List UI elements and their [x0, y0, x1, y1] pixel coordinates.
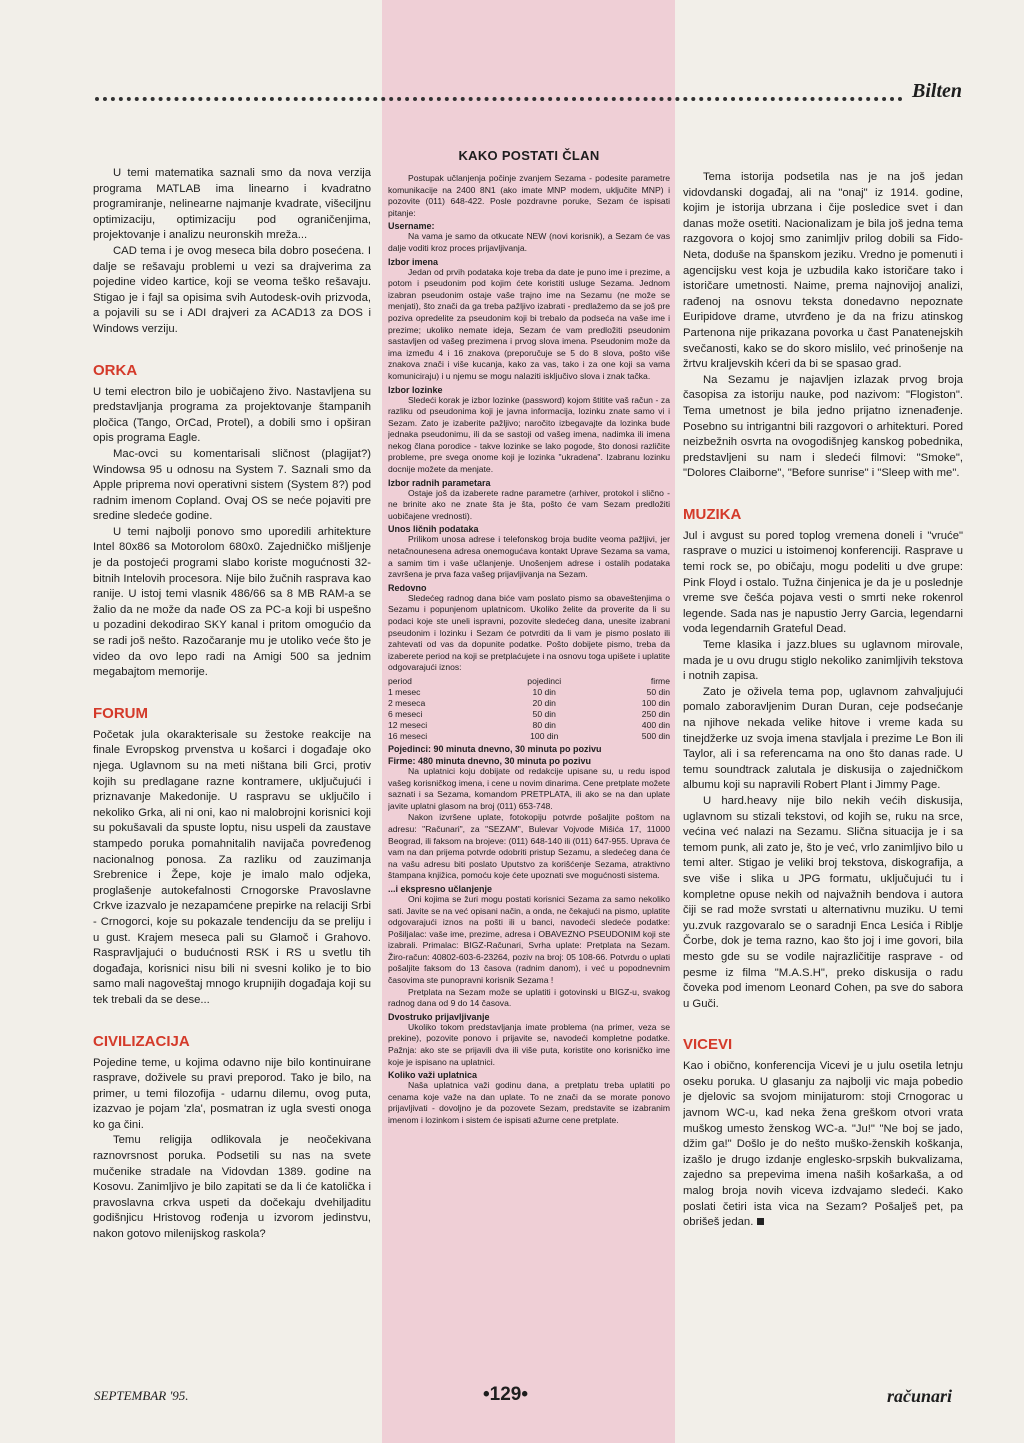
table-row: [388, 709, 670, 720]
dotted-rule: [95, 97, 903, 101]
table-row: [388, 687, 670, 698]
paragraph: U hard.heavy nije bilo nekih većih diskusija, uglavnom su stizali tekstovi, od kojih se, ruku na srce, većina već nalazi na Sezamu. Slična situacija je i sa temom punk, ali zato je, što je već, vrlo zanimljivo bilo u temi alter. Stigao je veliki broj tekstova, diskografija, a sve više i slika u JPG formatu, uključujući tu i kompletne opuse nekih od najvažnih bendova i autora čiji se rad može svrstati u alternativnu muziku. U temi yu.zvuk razgovaralo se o saradnji Enca Lesića i Riblje Čorbe, dok je tema razno, kao što joj i ime govori, bila mesto gde su se vodile najrazličitije rasprave - od pesme iz filma "M.A.S.H", preko diskusija o radu čoveka pod imenom Leonard Cohen, pa sve do sabora u Guči.: [683, 794, 963, 1010]
table-cell: 50 din: [532, 708, 556, 719]
subheading: Redovno: [388, 582, 427, 593]
paragraph: Mac-ovci su komentarisali sličnost (plagijat?) Windowsa 95 u odnosu na System 7. Saznali smo da Apple priprema novi operativni sistem (System 8?) pod radnim imenom Copland. Ovaj OS se neće pojaviti pre sredine sledeće godine.: [93, 447, 371, 523]
paragraph: Postupak učlanjenja počinje zvanjem Sezama - podesite parametre komunikacije na 2400 8N1 (ako imate MNP modem, uključite MNP) i pozovite (011) 648-422. Posle pozdravne poruke, Sezam će ispisati pitanje:: [388, 173, 670, 218]
table-header-row: [388, 676, 670, 687]
column-left: [93, 166, 371, 1366]
paragraph: Temu religija odlikovala je neočekivana raznovrsnost poruka. Podsetili su nas na svete mučenike stradale na Vidovdan 1389. godine na Kosovu. Zanimljivo je bilo zapitati se da li će katolička i pravoslavna crkva uspeti da dočekaju dvehiljaditu godišnjicu Hristovog rođenja u izvorom jedinstvu, nakon gotovo milenijskog raskola?: [93, 1134, 371, 1241]
paragraph: U temi electron bilo je uobičajeno živo. Nastavljena su predstavljanja programa za projektovanje štampanih pločica (Tango, OrCad, Protel), a dobili smo i opširan opis programa Eagle.: [93, 385, 371, 445]
paragraph: Sledećeg radnog dana biće vam poslato pismo sa obaveštenjima o Sezamu i popunjenom uplatnicom. Ukoliko želite da proverite da li su podaci koje ste uneli ispravni, pozovite sledećeg dana, unesite izabrani pseudonim i lozinku i Sezam će potvrditi da li vam je pismo poslato ili zahtevati od vas da dopunite podatke. Pošto dobijete pismo, treba da izaberete period na koji se pretplaćujete i na osnovu toga upišete i uplatite odgovarajući iznos:: [388, 592, 670, 673]
section-heading-orka: ORKA: [93, 361, 138, 379]
table-row: [388, 720, 670, 731]
section-brand: Bilten: [906, 80, 962, 103]
table-cell: 2 meseca: [388, 697, 426, 708]
sidebar-title: KAKO POSTATI ČLAN: [458, 148, 600, 163]
magazine-name: računari: [886, 1386, 952, 1406]
table-row: [388, 731, 670, 742]
subheading: ...i ekspresno učlanjenje: [388, 883, 493, 894]
paragraph: Nakon izvršene uplate, fotokopiju potvrde pošaljite poštom na adresu: "Računari", za "SEZAM", Bulevar Vojvode Mišića 17, 11000 Beograd, ili faksom na brojeve: (011) 648-140 ili (011) 647-955. Uprava će vam na dan prijema potvrde odobriti pristup Sezamu, a sledećeg dana će na vašu adresu biti poslato Uputstvo za korišćenje Sezama, atraktivno štampana knjižica, pomoću koje ćete upoznati sve mogućnosti sistema.: [388, 812, 670, 881]
table-header-cell: pojedinci: [527, 675, 562, 686]
pricing-note: Pojedinci: 90 minuta dnevno, 30 minuta po pozivu: [388, 743, 602, 754]
table-header-cell: period: [388, 675, 412, 686]
paragraph: U temi matematika saznali smo da nova verzija programa MATLAB ima linearno i kvadratno programiranje, nelinearne najmanje kvadrate, višeciljnu optimizaciju, optimizaciju pod ograničenjima, projektovanje i analizu neuronskih mreža...: [93, 167, 371, 242]
column-right: [683, 170, 963, 1360]
end-of-article-square-icon: [757, 1218, 764, 1225]
section-heading-muzika: MUZIKA: [683, 505, 742, 523]
table-cell: 50 din: [646, 686, 670, 697]
table-row: [388, 698, 670, 709]
table-cell: 16 meseci: [388, 730, 428, 741]
paragraph: Pretplata na Sezam može se uplatiti i gotovinski u BIGZ-u, svakog radnog dana od 9 do 14 časova.: [388, 986, 670, 1009]
paragraph: Zato je oživela tema pop, uglavnom zahvaljujući pomalo zaboravljenim Duran Duran, ceje podsećanje na njihove nekada velike hitove i vreme kada su tinejdžerke uz svoja imena stavljala i prezime Le Bon ili Taylor, ali i sa referencama na ono što danas rade. U temu soundtrack zalutala je diskusija o zajedničkom albumu koji su napravili Robert Plant i Jimmy Page.: [683, 685, 963, 792]
paragraph: Početak jula okarakterisale su žestoke reakcije na finale Evropskog prvenstva u košarci i događaje oko njega. Uglavnom su na meti ništana bili Grci, protiv kojih su predlagane razne kontramere, uključujući i priznavanje Makedonije. U raspravu se uključilo i nekoliko Grka, ali ni oni, kao ni malobrojni korisnici koji su pokušavali da spuste loptu, nisu uspeli da zaustave stampedo poruka pomahnitalih navijača povređenog nacionalnog ponosa. Za razliku od zauzimanja Srebrenice i Žepe, koje je imalo malo odjeka, proglašenje autokefalnosti Crnogorske Pravoslavne Crkve izazvalo je nezapamćene prepirke na relaciji Srbi - Crnogorci, koje su pokazale tendenciju da se preliju i u gust. Krajem meseca pali su Glamoč i Grahovo. Raspravljajući o budućnosti RSK i RS u svetlu tih događaja, korisnici nisu bili ni svesni koliko je to bio samo mali nagoveštaj mnogo krupnijih događaja koji su tek trebali da se dese...: [93, 728, 371, 1006]
pricing-note: Firme: 480 minuta dnevno, 30 minuta po pozivu: [388, 755, 592, 766]
paragraph-last: [683, 1059, 963, 1231]
paragraph: Na Sezamu je najavljen izlazak prvog broja časopisa za istoriju nauke, pod nazivom: "Flogiston". Tema umetnost je bila jedno prijatno iznenađenje. Posebno su intrigantni bili razgovori o arhitekturi. Pored neizbežnih osvrta na ovogodišnjeg kanskog pobednika, predstavljeni su nam i sledeći filmovi: "Smoke", "Dolores Claiborne", "Before sunrise" i "Sleep with me".: [683, 373, 963, 480]
column-center-sidebar: [388, 148, 670, 1343]
table-cell: 80 din: [532, 719, 556, 730]
paragraph: Ukoliko tokom predstavljanja imate problema (na primer, veza se prekine), pozovite ponovo i prijavite se, navodeći kompletne podatke. Pažnja: ako ste se prijavili dva ili više puta, koristite ono korisničko ime koje je ispisano na uplatnici.: [388, 1021, 670, 1067]
paragraph: Pojedine teme, u kojima odavno nije bilo kontinuirane rasprave, doživele su pravi preporod. Tako je bilo, na primer, u temi filozofija - udarnu dilemu, ovog puta, izazvao je pojam 'zla', posmatran iz ugla svesti onoga ko ga čini.: [93, 1056, 371, 1131]
section-heading-civilizacija: CIVILIZACIJA: [93, 1032, 190, 1050]
subheading: Izbor radnih parametara: [388, 477, 491, 488]
subheading: Koliko važi uplatnica: [388, 1070, 478, 1081]
rates-table: [388, 676, 670, 742]
table-cell: 6 meseci: [388, 708, 423, 719]
paragraph: Tema istorija podsetila nas je na još jedan vidovdanski događaj, ali na "onaj" iz 1914. godine, kojim je istorija ubrzana i čije posledice svet i dan danas može osetiti. Nacionalizam je bila još jedna tema razgovora o kojoj smo zanimljiv prilog dobili sa Fido-Neta, doduše na španskom jeziku. Vredno je pomenuti i agencijsku vest koja je uzbudila kako istoričare tako i istoričare umetnosti. Naime, prema najnovijoj analizi, rađenoj na osnovu teksta donedavno nepoznate Euripidove drame, utvrđeno je da na frizu atinskog Partenona nije prikazana povorka u čast Panatenejskih svečanosti, kako se do skoro mislilo, već prinošenje na žrtvu kraljevskih kćeri da bi se spasao grad.: [683, 171, 963, 371]
paragraph: Na uplatnici koju dobijate od redakcije upisane su, u redu ispod vašeg korisničkog imena, i cene u novim dinarima. Cene pretplate možete saznati i sa Sezama, komandom PRETPLATA, ili ako se na dan uplate javite uplatni glasom na broj (011) 653-748.: [388, 765, 670, 811]
subheading: Unos ličnih podataka: [388, 524, 479, 535]
section-heading-forum: FORUM: [93, 704, 148, 722]
table-header-cell: firme: [650, 675, 670, 686]
paragraph: U temi najbolji ponovo smo uporedili arhitekture Intel 80x86 sa Motorolom 680x0. Zajedničko mišljenje je da postojeći programi slabo koriste mogućnosti 32-bitnih Intelovih procesora. Nije bilo žučnih rasprava kao ranije. U istoj temi vlasnik 486/66 sa 8 MB RAM-a se žalio da ne može da nađe OS za PC-a koji bi uspešno u pozadini dekodirao SKY kanal i pritom omogućio da se radi još nešto. Razočaranje mu je utoliko veće što je video da ovo lepo radi na Amigi 500 sa jednim megabajtom memorije.: [93, 525, 371, 679]
paragraph: Na vama je samo da otkucate NEW (novi korisnik), a Sezam će vas dalje voditi kroz proces prijavljivanja.: [388, 231, 670, 253]
section-heading-vicevi: VICEVI: [683, 1036, 733, 1054]
page-number: •129•: [483, 1384, 529, 1405]
paragraph: Teme klasika i jazz.blues su uglavnom mirovale, mada je u ovu drugu stiglo nekoliko zanimljivih tekstova i notnih zapisa.: [683, 639, 963, 683]
paragraph-text: Kao i obično, konferencija Vicevi je u julu osetila letnju oseku poruka. U glasanju za najbolji vic maja pobedio je djelovic sa svojom minijaturom: stoji Crnogorac u javnom WC-u, kad neka žena greškom otvori vrata muškog umesto ženskog WC-a. "Ju!" "Ne boj se jado, džim ga!" Došlo je do nešto muško-ženskih koškanja, izašlo je drugo izdanje englesko-srpskih bukvalizama, zajedno sa prepevima imena naših košarkaša, a od malog broja novih viceva izdvajamo sledeći. Kako poslati četiri ista vica na Sezam? Pošalješ pet, pa obrišeš jedan.: [683, 1060, 963, 1229]
subheading: Username:: [388, 221, 435, 232]
paragraph: Oni kojima se žuri mogu postati korisnici Sezama za samo nekoliko sati. Javite se na već opisani način, a onda, ne čekajući na pismo, uplatite odgovarajući iznos na pošti ili u banci, navodeći sledeće podatke: Pošiljalac: vaše ime, prezime, adresa i OBAVEZNO PSEUDONIM koji ste izabrali. Primalac: BIGZ-Računari, Svrha uplate: Pretplata na Sezam. Žiro-račun: 40802-603-6-23264, poziv na broj: 05 108-66. Potvrdu o uplati pošaljite faksom do 13 časova (radnim danom), i već u popodnevnim časovima ste punopravni korisnik Sezama !: [388, 893, 670, 986]
paragraph: Jedan od prvih podataka koje treba da date je puno ime i prezime, a potom i pseudonim pod kojim ćete koristiti usluge Sezama. Jednom izabran pseudonim ostaje vaše trajno ime na Sezamu (ne može se menjati), što znači da ga treba pažljivo izabrati - predlažemo da se još pre poziva opredelite za pseudonim koji bi trebalo da podseća na vaše ime i prezime; ukoliko nemate ideja, Sezam će vam predložiti pseudonim sastavljen od vašeg prezimena i prvog slova imena. Pseudonim može da ima između 4 i 16 znakova (preporučuje se 5 do 8 slova, pošto više znakova znači i više kucanja, kako za vas, tako i za one koji sa vama komuniciraju) i u njemu se mogu nalaziti isključivo slova i znak tačka.: [388, 266, 670, 381]
table-cell: 20 din: [532, 697, 556, 708]
table-cell: 100 din: [641, 697, 670, 708]
paragraph: Jul i avgust su pored toplog vremena doneli i "vruće" rasprave o muzici u istoimenoj konferenciji. Rasprave u temi rock se, po običaju, mogu podeliti u dve grupe: Pink Floyd i ostalo. Tužna činjenica je da je u poslednje vreme sve češća pojava vesti o smrti nekе rokenrol legende. Sada nas je napustio Jerry Garcia, legendarni voda legendarnih Grateful Dead.: [683, 529, 963, 636]
table-cell: 12 meseci: [388, 719, 428, 730]
paragraph: Sledeći korak je izbor lozinke (password) kojom štitite vaš račun - za razliku od pseudonima koji je javna informacija, lozinku znate samo vi i Sezam. Zato je izaberite pažljivo; naročito izbegavajte da lozinka bude jednaka pseudonimu, ili da se sastoji od vašeg imena, nadimka ili imena nekog člana porodice - takve lozinke se lako pogode, što donosi različite probleme, pre svega onome koji je lozinka "ukradena". Izabranu lozinku docnije možete da menjate.: [388, 394, 670, 475]
table-cell: 400 din: [641, 719, 670, 730]
subheading: Dvostruko prijavljivanje: [388, 1011, 490, 1022]
issue-date: SEPTEMBAR '95.: [94, 1388, 189, 1403]
table-cell: 250 din: [641, 708, 670, 719]
subheading: Izbor lozinke: [388, 384, 443, 395]
paragraph: Ostaje još da izaberete radne parametre (arhiver, protokol i slično - ne brinite ako ne znate šta je šta, pošto će vam Sezam predložiti uobičajene vrednosti).: [388, 487, 670, 521]
subheading: Izbor imena: [388, 256, 439, 267]
table-cell: 500 din: [641, 730, 670, 741]
paragraph: CAD tema i je ovog meseca bila dobro posećena. I dalje se rešavaju problemi u vezi sa drajverima za pojedine video kartice, koji se veoma teško rešavaju. Stigao je i fajl sa opisima svih Autodesk-ovih prizvoda, a pojavili su se i ADI drajveri za ACAD13 za DOS i Windows verziju.: [93, 244, 371, 335]
paragraph: Naša uplatnica važi godinu dana, a pretplatu treba uplatiti po cenama koje važe na dan uplate. To ne znači da se morate ponovo prijavljivati - dovoljno je da pozovete Sezam, predstavite se izabranim imenom i lozinkom i sistem će ispisati ažurne cene pretplate.: [388, 1080, 670, 1125]
paragraph: Prilikom unosa adrese i telefonskog broja budite veoma pažljivi, jer netačnounesena adresa onemogućava kontakt Uprave Sezama sa vama, a samim tim i vaše učlanjenje. Unošenjem adrese i ostalih podataka završena je prva faza vašeg prijavljivanja na Sezam.: [388, 534, 670, 580]
table-cell: 100 din: [530, 730, 559, 741]
table-cell: 1 mesec: [388, 686, 421, 697]
table-cell: 10 din: [532, 686, 556, 697]
